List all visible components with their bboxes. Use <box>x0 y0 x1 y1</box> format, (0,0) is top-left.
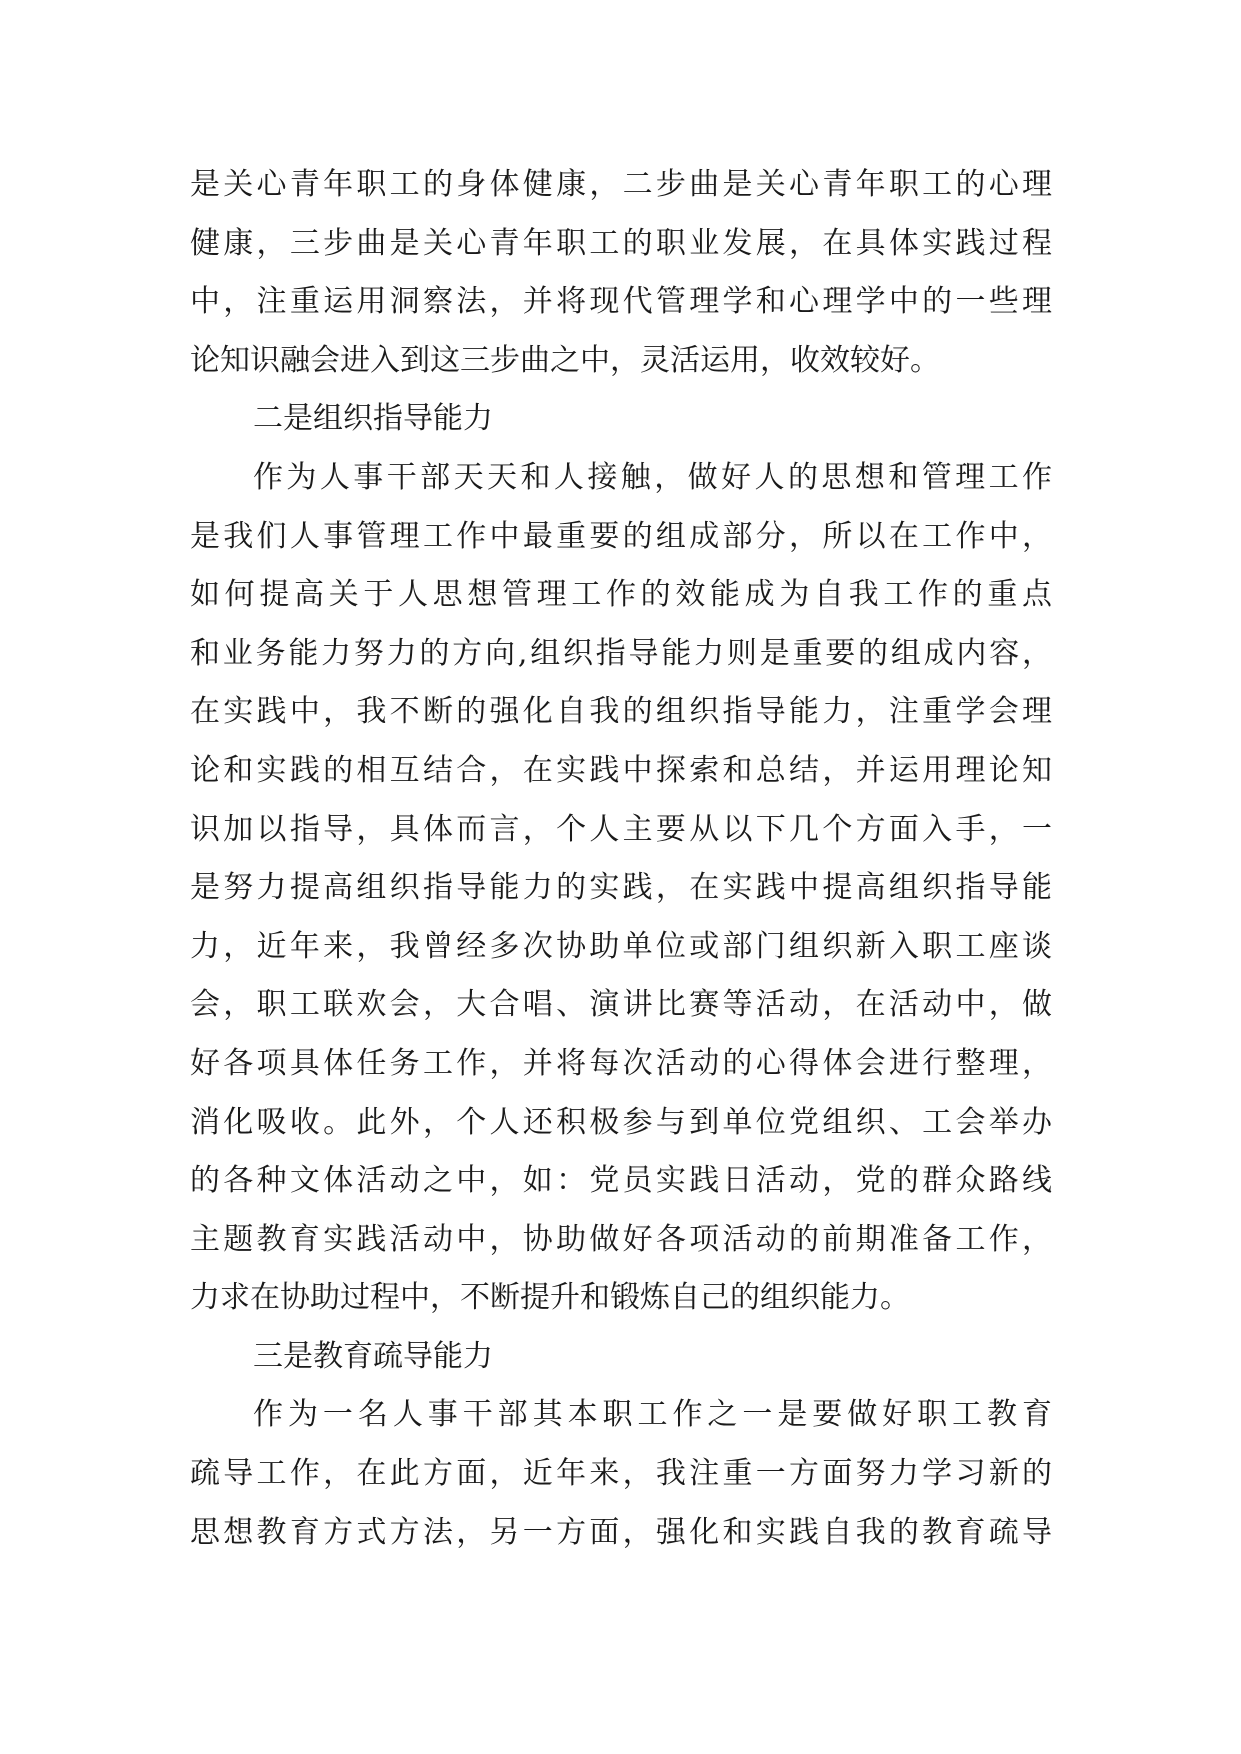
body-line: 力，近年来，我曾经多次协助单位或部门组织新入职工座谈 <box>190 928 1052 964</box>
body-line: 健康，三步曲是关心青年职工的职业发展，在具体实践过程 <box>190 225 1052 261</box>
section-heading: 三是教育疏导能力 <box>253 1338 493 1374</box>
body-line: 的各种文体活动之中，如：党员实践日活动，党的群众路线 <box>190 1163 1052 1199</box>
body-line: 论知识融会进入到这三步曲之中，灵活运用，收效较好。 <box>190 342 940 378</box>
body-line: 在实践中，我不断的强化自我的组织指导能力，注重学会理 <box>190 694 1052 730</box>
body-line: 作为人事干部天天和人接触，做好人的思想和管理工作 <box>253 459 1052 495</box>
body-line: 如何提高关于人思想管理工作的效能成为自我工作的重点 <box>190 577 1052 613</box>
body-line: 是努力提高组织指导能力的实践，在实践中提高组织指导能 <box>190 870 1052 906</box>
body-line: 中，注重运用洞察法，并将现代管理学和心理学中的一些理 <box>190 284 1052 320</box>
body-line: 是我们人事管理工作中最重要的组成部分，所以在工作中， <box>190 518 1052 554</box>
body-line: 力求在协助过程中，不断提升和锻炼自己的组织能力。 <box>190 1280 910 1316</box>
body-line: 论和实践的相互结合，在实践中探索和总结，并运用理论知 <box>190 752 1052 788</box>
body-line: 作为一名人事干部其本职工作之一是要做好职工教育 <box>253 1397 1052 1433</box>
body-line: 和业务能力努力的方向,组织指导能力则是重要的组成内容， <box>190 635 1052 671</box>
body-line: 思想教育方式方法，另一方面，强化和实践自我的教育疏导 <box>190 1514 1052 1550</box>
body-line: 会，职工联欢会，大合唱、演讲比赛等活动，在活动中，做 <box>190 987 1052 1023</box>
document-body <box>190 156 1052 1562</box>
body-line: 是关心青年职工的身体健康，二步曲是关心青年职工的心理 <box>190 167 1052 202</box>
body-line: 好各项具体任务工作，并将每次活动的心得体会进行整理， <box>190 1045 1052 1081</box>
body-line: 识加以指导，具体而言，个人主要从以下几个方面入手，一 <box>190 811 1052 847</box>
section-heading: 二是组织指导能力 <box>253 401 493 437</box>
body-line: 疏导工作，在此方面，近年来，我注重一方面努力学习新的 <box>190 1456 1052 1492</box>
body-line: 消化吸收。此外，个人还积极参与到单位党组织、工会举办 <box>190 1104 1052 1140</box>
body-line: 主题教育实践活动中，协助做好各项活动的前期准备工作， <box>190 1221 1052 1257</box>
